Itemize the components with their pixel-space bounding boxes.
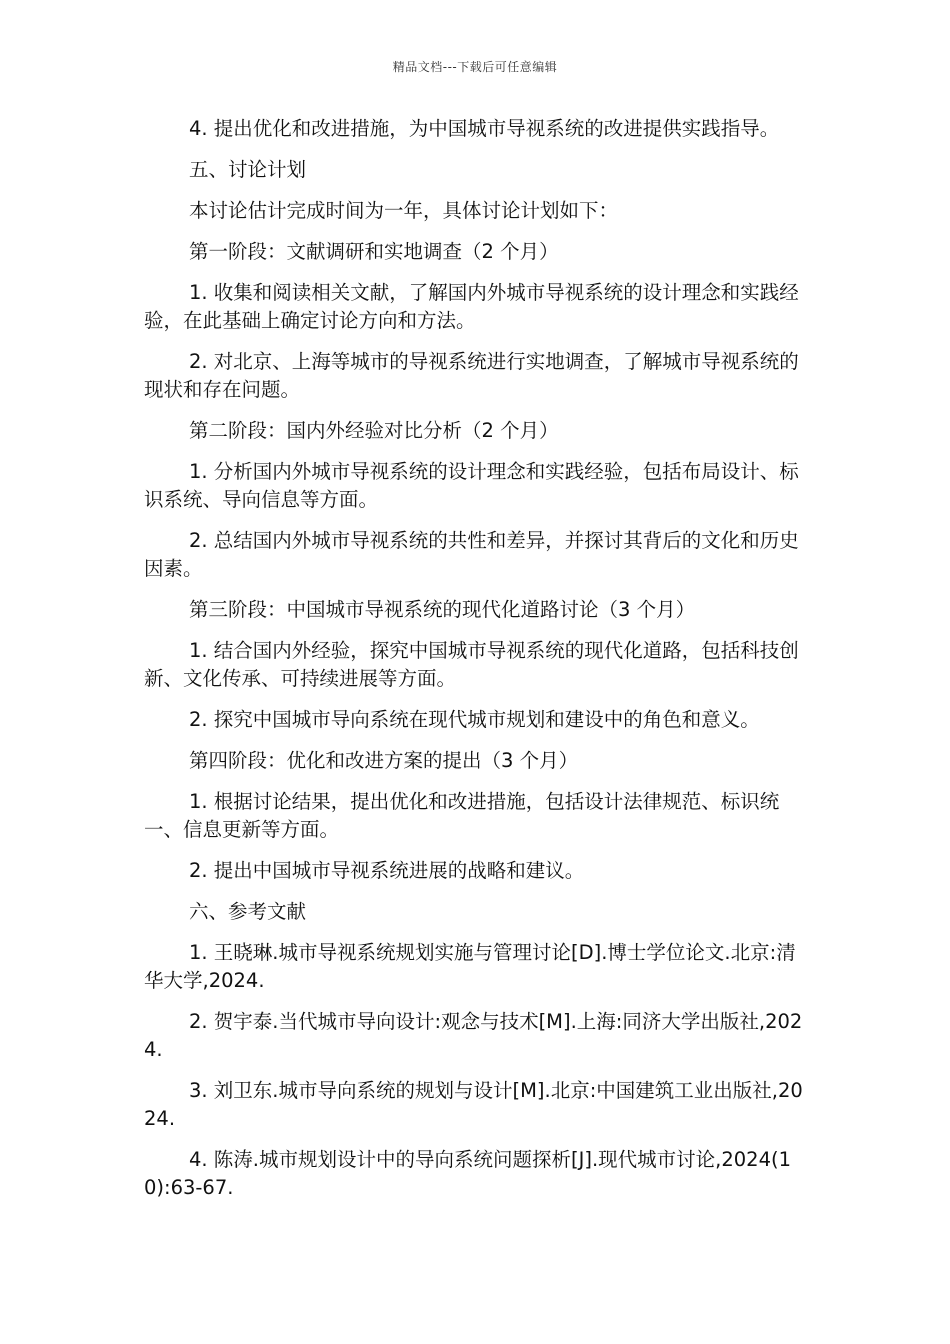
- reference-2: 2. 贺宇泰.当代城市导向设计:观念与技术[M].上海:同济大学出版社,2024.: [144, 1010, 803, 1061]
- reference-4: 4. 陈涛.城市规划设计中的导向系统问题探析[J].现代城市讨论,2024(10):63-67.: [144, 1148, 792, 1199]
- phase-1-item-2: 2. 对北京、上海等城市的导视系统进行实地调查，了解城市导视系统的现状和存在问题。: [144, 350, 799, 401]
- phase-4-heading: 第四阶段：优化和改进方案的提出（3 个月）: [189, 749, 579, 772]
- page-header: 精品文档---下载后可任意编辑: [392, 60, 558, 74]
- paragraph-plan-intro: 本讨论估计完成时间为一年，具体讨论计划如下：: [189, 199, 619, 222]
- phase-3-heading: 第三阶段：中国城市导视系统的现代化道路讨论（3 个月）: [189, 598, 696, 621]
- phase-3-item-2: 2. 探究中国城市导向系统在现代城市规划和建设中的角色和意义。: [189, 708, 760, 731]
- phase-3-item-1: 1. 结合国内外经验，探究中国城市导视系统的现代化道路，包括科技创新、文化传承、可持续进展等方面。: [144, 639, 799, 690]
- reference-1: 1. 王晓琳.城市导视系统规划实施与管理讨论[D].博士学位论文.北京:清华大学,2024.: [144, 941, 796, 992]
- reference-3: 3. 刘卫东.城市导向系统的规划与设计[M].北京:中国建筑工业出版社,2024.: [144, 1079, 803, 1130]
- section-heading-plan: 五、讨论计划: [189, 158, 307, 181]
- phase-2-item-1: 1. 分析国内外城市导视系统的设计理念和实践经验，包括布局设计、标识系统、导向信息等方面。: [144, 460, 799, 511]
- phase-4-item-1: 1. 根据讨论结果，提出优化和改进措施，包括设计法律规范、标识统一、信息更新等方面。: [144, 790, 780, 841]
- phase-1-item-1: 1. 收集和阅读相关文献，了解国内外城市导视系统的设计理念和实践经验，在此基础上确定讨论方向和方法。: [144, 281, 799, 332]
- document-body: [144, 115, 814, 1215]
- phase-2-heading: 第二阶段：国内外经验对比分析（2 个月）: [189, 419, 559, 442]
- phase-2-item-2: 2. 总结国内外城市导视系统的共性和差异，并探讨其背后的文化和历史因素。: [144, 529, 799, 580]
- phase-4-item-2: 2. 提出中国城市导视系统进展的战略和建议。: [189, 859, 585, 882]
- section-heading-references: 六、参考文献: [189, 900, 307, 923]
- paragraph-objective-4: 4. 提出优化和改进措施，为中国城市导视系统的改进提供实践指导。: [189, 117, 780, 140]
- phase-1-heading: 第一阶段：文献调研和实地调查（2 个月）: [189, 240, 559, 263]
